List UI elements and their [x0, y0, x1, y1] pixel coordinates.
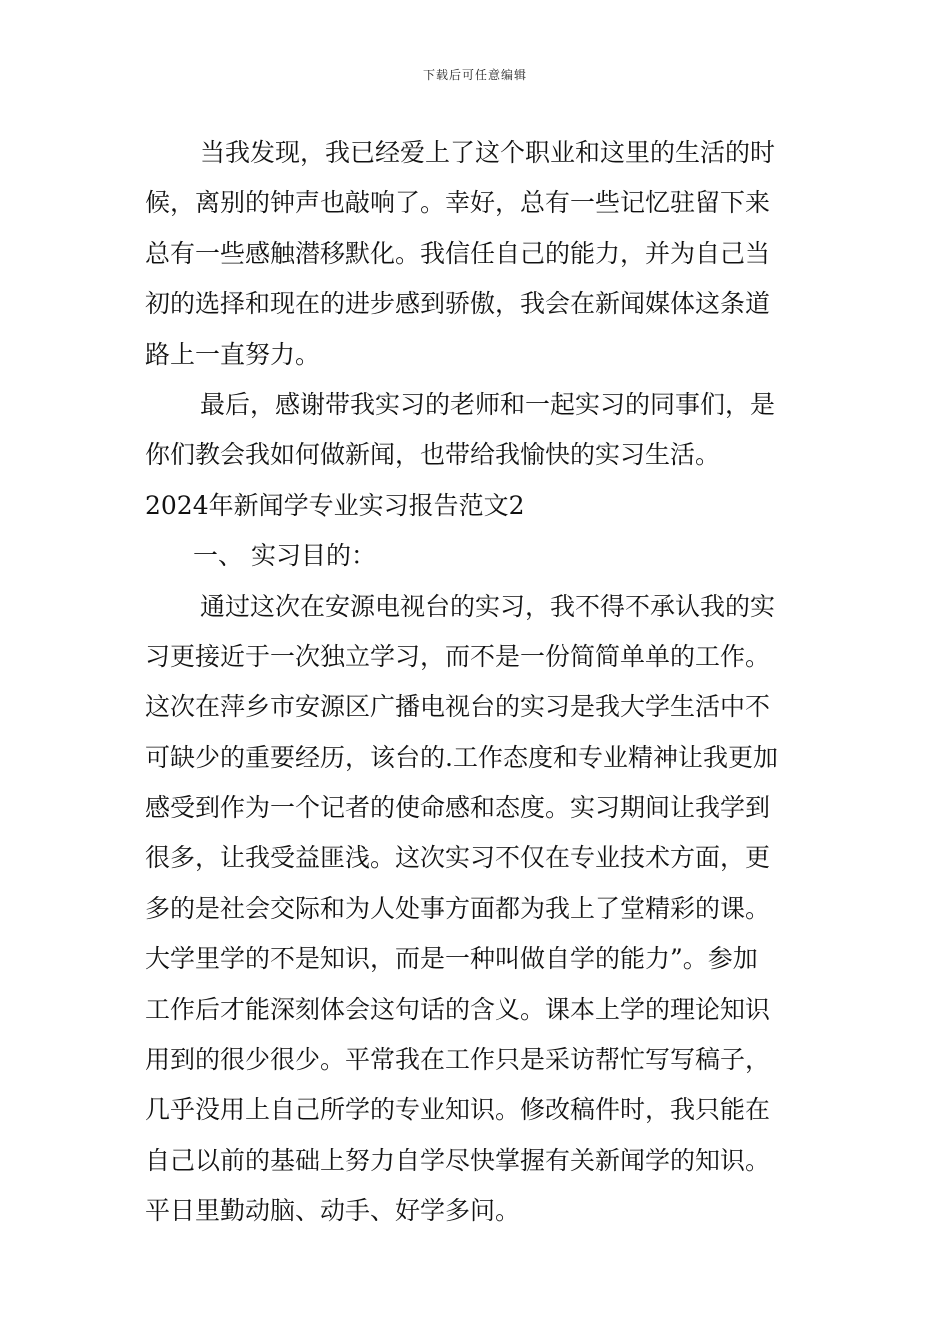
- paragraph-closing-reflection: [145, 128, 810, 380]
- document-body: [145, 128, 810, 1237]
- page-header: 下载后可任意编辑: [422, 68, 527, 82]
- subheading-internship-purpose: 一、 实习目的：: [193, 541, 376, 571]
- text-line: 用到的很少很少。平常我在工作只是采访帮忙写写稿子，: [145, 1045, 771, 1075]
- text-line: 最后，感谢带我实习的老师和一起实习的同事们，是: [200, 389, 776, 419]
- text-line: 几乎没用上自己所学的专业知识。修改稿件时，我只能在: [145, 1095, 771, 1125]
- text-line: 候，离别的钟声也敲响了。幸好，总有一些记忆驻留下来: [145, 188, 771, 218]
- text-line: 多的是社会交际和为人处事方面都为我上了堂精彩的课。: [145, 893, 771, 923]
- text-line: 路上一直努力。: [145, 339, 321, 369]
- text-line: 习更接近于一次独立学习，而不是一份简简单单的工作。: [145, 641, 771, 671]
- section-title: 2024年新闻学专业实习报告范文2: [145, 490, 525, 520]
- text-line: 这次在萍乡市安源区广播电视台的实习是我大学生活中不: [145, 692, 771, 722]
- text-line: 当我发现，我已经爱上了这个职业和这里的生活的时: [200, 138, 776, 167]
- text-line: 初的选择和现在的进步感到骄傲，我会在新闻媒体这条道: [145, 289, 771, 319]
- text-line: 平日里勤动脑、动手、好学多问。: [145, 1196, 521, 1226]
- text-line: 感受到作为一个记者的使命感和态度。实习期间让我学到: [145, 793, 771, 823]
- text-line: 工作后才能深刻体会这句话的含义。课本上学的理论知识: [145, 994, 771, 1024]
- text-line: 你们教会我如何做新闻，也带给我愉快的实习生活。: [145, 440, 721, 470]
- text-line: 总有一些感触潜移默化。我信任自己的能力，并为自己当: [145, 238, 771, 268]
- paragraph-thanks: [145, 380, 810, 481]
- text-line: 很多，让我受益匪浅。这次实习不仅在专业技术方面，更: [145, 843, 771, 873]
- text-line: 可缺少的重要经历，该台的.工作态度和专业精神让我更加: [145, 742, 778, 772]
- text-line: 大学里学的不是知识，而是一种叫做自学的能力”。参加: [145, 944, 758, 974]
- text-line: 通过这次在安源电视台的实习，我不得不承认我的实: [200, 591, 776, 621]
- text-line: 自己以前的基础上努力自学尽快掌握有关新闻学的知识。: [145, 1145, 771, 1175]
- paragraph-internship-purpose: [145, 582, 810, 1237]
